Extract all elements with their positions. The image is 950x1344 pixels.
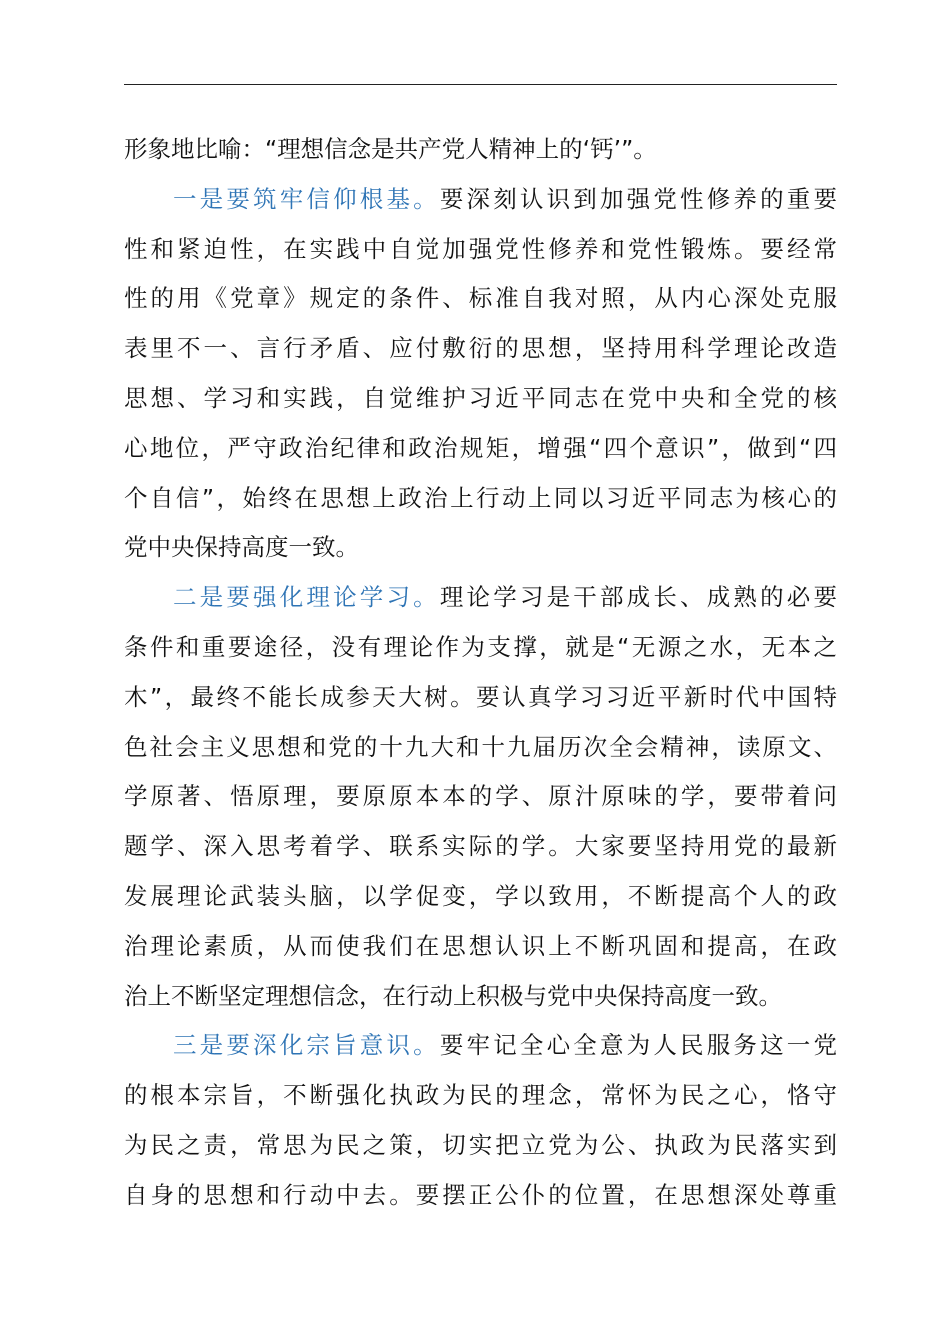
section-heading: 三是要深化宗旨意识。 (173, 1031, 440, 1060)
text-line: 为民之责，常思为民之策，切实把立党为公、执政为民落实到 (124, 1130, 837, 1159)
text-line: 形象地比喻：“理想信念是共产党人精神上的‘钙’”。 (124, 135, 657, 163)
text-line: 发展理论武装头脑，以学促变，学以致用，不断提高个人的政 (124, 881, 837, 910)
text-line: 思想、学习和实践，自觉维护习近平同志在党中央和全党的核 (124, 383, 837, 412)
text-line: 木”，最终不能长成参天大树。要认真学习习近平新时代中国特 (124, 682, 837, 711)
text-line: 一是要筑牢信仰根基。要深刻认识到加强党性修养的重要 (173, 184, 837, 213)
section-heading: 一是要筑牢信仰根基。 (173, 184, 440, 213)
text-line: 党中央保持高度一致。 (124, 533, 359, 562)
text-line: 治理论素质，从而使我们在思想认识上不断巩固和提高，在政 (124, 931, 837, 960)
text-line: 个自信”，始终在思想上政治上行动上同以习近平同志为核心的 (124, 483, 837, 512)
document-body (124, 125, 837, 1221)
text-line: 心地位，严守政治纪律和政治规矩，增强“四个意识”，做到“四 (124, 433, 837, 462)
section-heading: 二是要强化理论学习。 (173, 583, 440, 612)
text-line: 学原著、悟原理，要原原本本的学、原汁原味的学，要带着问 (124, 782, 837, 811)
text-line: 性和紧迫性，在实践中自觉加强党性修养和党性锻炼。要经常 (124, 234, 837, 263)
header-rule (124, 84, 837, 85)
text-line: 治上不断坚定理想信念，在行动上积极与党中央保持高度一致。 (124, 981, 782, 1010)
text-line: 性的用《党章》规定的条件、标准自我对照，从内心深处克服 (124, 284, 837, 313)
text-line: 三是要深化宗旨意识。要牢记全心全意为人民服务这一党 (173, 1031, 837, 1060)
text-line: 表里不一、言行矛盾、应付敷衍的思想，坚持用科学理论改造 (124, 334, 837, 363)
text-line: 的根本宗旨，不断强化执政为民的理念，常怀为民之心，恪守 (124, 1081, 837, 1110)
text-line: 自身的思想和行动中去。要摆正公仆的位置，在思想深处尊重 (124, 1180, 837, 1209)
text-line: 色社会主义思想和党的十九大和十九届历次全会精神，读原文、 (124, 732, 837, 761)
text-line: 条件和重要途径，没有理论作为支撑，就是“无源之水，无本之 (124, 632, 837, 661)
text-line: 题学、深入思考着学、联系实际的学。大家要坚持用党的最新 (124, 832, 837, 861)
text-line: 二是要强化理论学习。理论学习是干部成长、成熟的必要 (173, 583, 837, 612)
